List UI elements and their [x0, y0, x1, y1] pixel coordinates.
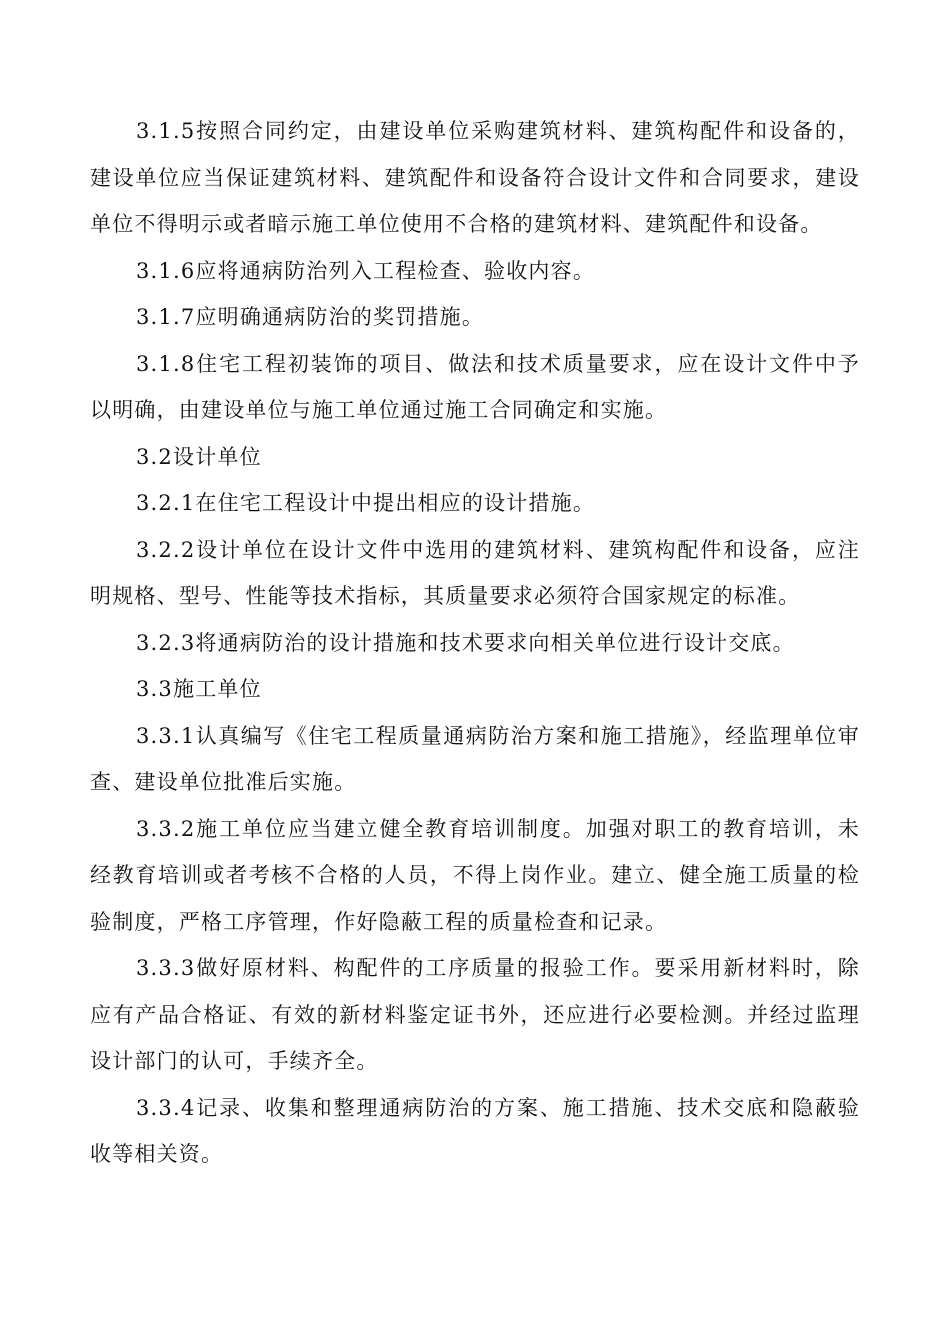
- paragraph-3-1-7: 3.1.7应明确通病防治的奖罚措施。: [136, 305, 485, 329]
- paragraph-3-3-2: 3.3.2施工单位应当建立健全教育培训制度。加强对职工的教育培训，未经教育培训或者考核不合格的人员，不得上岗作业。建立、健全施工质量的检验制度，严格工序管理，作好隐蔽工程的质量检查和记录。: [90, 816, 860, 934]
- paragraph-3-2-1: 3.2.1在住宅工程设计中提出相应的设计措施。: [136, 491, 596, 515]
- paragraph-3-1-5: 3.1.5按照合同约定，由建设单位采购建筑材料、建筑构配件和设备的，建设单位应当保证建筑材料、建筑配件和设备符合设计文件和合同要求，建设单位不得明示或者暗示施工单位使用不合格的建筑材料、建筑配件和设备。: [90, 119, 860, 236]
- paragraph-3-1-6: 3.1.6应将通病防治列入工程检查、验收内容。: [136, 258, 596, 283]
- section-heading-3-3: 3.3施工单位: [136, 677, 262, 701]
- section-heading-3-2: 3.2设计单位: [136, 444, 262, 469]
- document-page: [90, 108, 860, 1178]
- paragraph-3-2-2: 3.2.2设计单位在设计文件中选用的建筑材料、建筑构配件和设备，应注明规格、型号、性能等技术指标，其质量要求必须符合国家规定的标准。: [90, 537, 860, 608]
- paragraph-3-3-4: 3.3.4记录、收集和整理通病防治的方案、施工措施、技术交底和隐蔽验收等相关资。: [90, 1095, 860, 1166]
- paragraph-3-3-1: 3.3.1认真编写《住宅工程质量通病防治方案和施工措施》，经监理单位审查、建设单位批准后实施。: [90, 723, 860, 794]
- paragraph-3-1-8: 3.1.8住宅工程初装饰的项目、做法和技术质量要求，应在设计文件中予以明确，由建设单位与施工单位通过施工合同确定和实施。: [90, 351, 860, 422]
- paragraph-3-2-3: 3.2.3将通病防治的设计措施和技术要求向相关单位进行设计交底。: [136, 630, 795, 655]
- paragraph-3-3-3: 3.3.3做好原材料、构配件的工序质量的报验工作。要采用新材料时，除应有产品合格证、有效的新材料鉴定证书外，还应进行必要检测。并经过监理设计部门的认可，手续齐全。: [90, 956, 860, 1073]
